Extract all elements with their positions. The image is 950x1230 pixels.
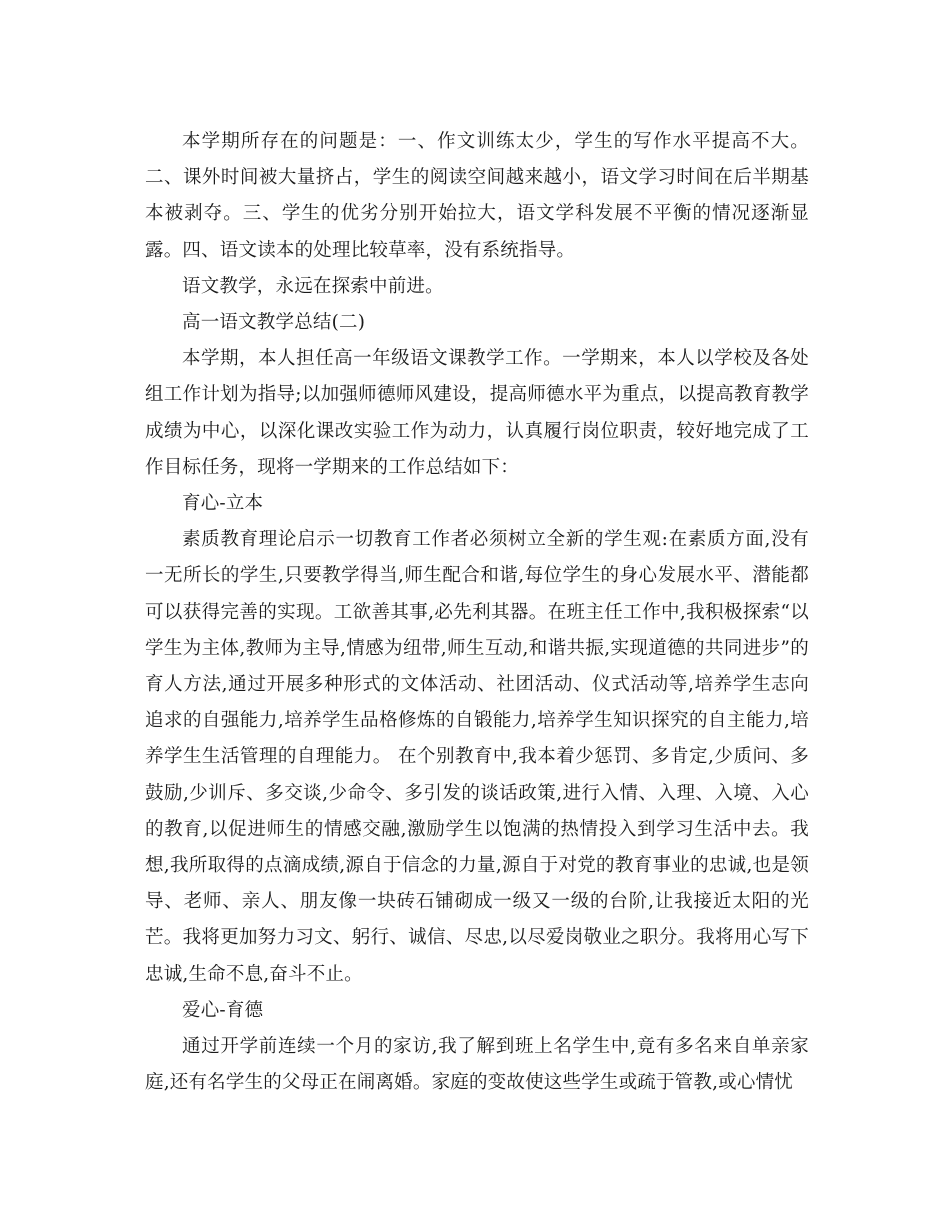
subheading-aixin-yude: 爱心-育德: [182, 999, 264, 1021]
paragraph-problems: 本学期所存在的问题是：一、作文训练太少，学生的写作水平提高不大。二、课外时间被大量挤占，学生的阅读空间越来越小，语文学习时间在后半期基本被剥夺。三、学生的优劣分别开始拉大，语文学科发展不平衡的情况逐渐显露。四、语文读本的处理比较草率，没有系统指导。: [145, 131, 809, 261]
paragraph-intro: 本学期，本人担任高一年级语文课教学工作。一学期来，本人以学校及各处组工作计划为指导;以加强师德师风建设，提高师德水平为重点，以提高教育教学成绩为中心，以深化课改实验工作为动力，认真履行岗位职责，较好地完成了工作目标任务，现将一学期来的工作总结如下：: [145, 348, 809, 478]
paragraph-home-visits: 通过开学前连续一个月的家访,我了解到班上名学生中,竟有多名来自单亲家庭,还有名学生的父母正在闹离婚。家庭的变故使这些学生或疏于管教,或心情忧: [145, 1036, 809, 1094]
paragraph-conclusion: 语文教学，永远在探索中前进。: [182, 275, 444, 297]
paragraph-quality-education: 素质教育理论启示一切教育工作者必须树立全新的学生观:在素质方面,没有一无所长的学生,只要教学得当,师生配合和谐,每位学生的身心发展水平、潜能都可以获得完善的实现。工欲善其事,必先利其器。在班主任工作中,我积极探索“以学生为主体,教师为主导,情感为纽带,师生互动,和谐共振,实现道德的共同进步”的育人方法,通过开展多种形式的文体活动、社团活动、仪式活动等,培养学生志向追求的自强能力,培养学生品格修炼的自锻能力,培养学生知识探究的自主能力,培养学生生活管理的自理能力。 在个别教育中,我本着少惩罚、多肯定,少质问、多鼓励,少训斥、多交谈,少命令、多引发的谈话政策,进行入情、入理、入境、入心的教育,以促进师生的情感交融,激励学生以饱满的热情投入到学习生活中去。我想,我所取得的点滴成绩,源自于信念的力量,源自于对党的教育事业的忠诚,也是领导、老师、亲人、朋友像一块砖石铺砌成一级又一级的台阶,让我接近太阳的光芒。我将更加努力习文、躬行、诚信、尽忠,以尽爱岗敬业之职分。我将用心写下忠诚,生命不息,奋斗不止。: [145, 529, 809, 985]
subheading-yuxin-liben: 育心-立本: [182, 493, 264, 515]
section-title: 高一语文教学总结(二): [182, 312, 366, 334]
document-body: [145, 124, 809, 1101]
